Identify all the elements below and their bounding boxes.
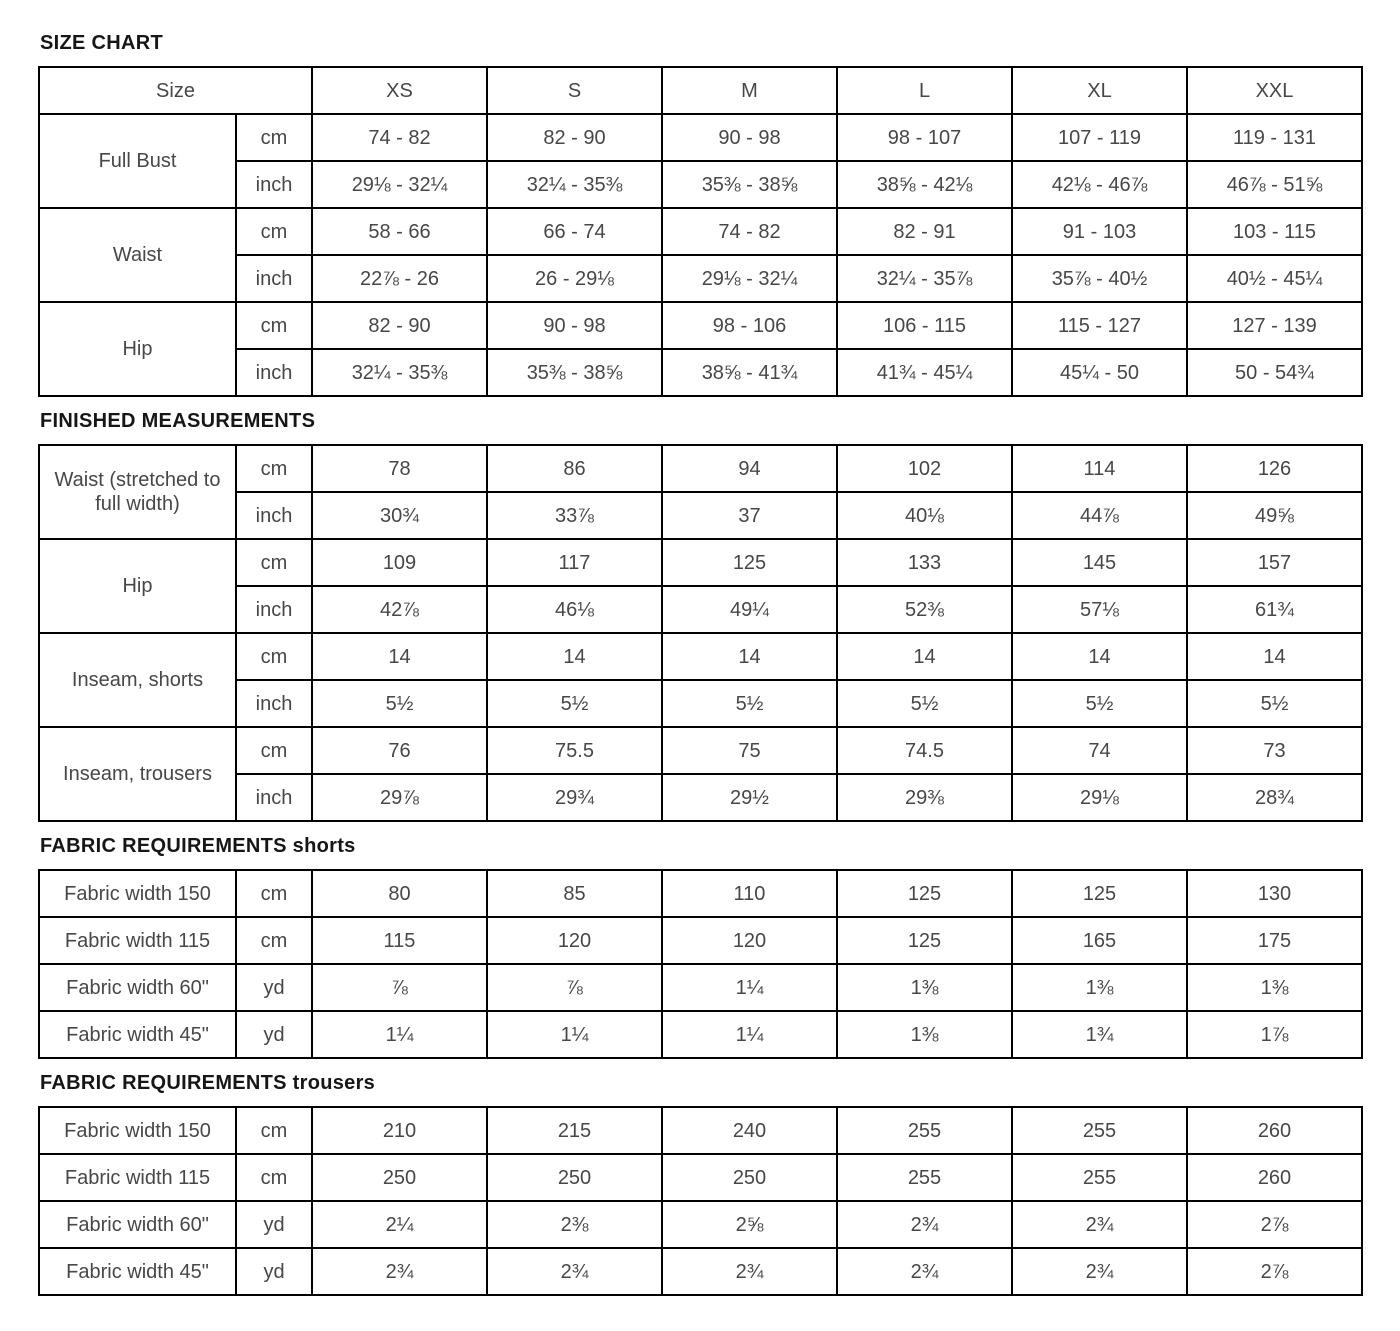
value-cell: 76 xyxy=(312,727,487,774)
value-cell: 130 xyxy=(1187,870,1362,917)
value-cell: 107 - 119 xyxy=(1012,114,1187,161)
value-cell: 5½ xyxy=(837,680,1012,727)
value-cell: 33⅞ xyxy=(487,492,662,539)
value-cell: 29⅜ xyxy=(837,774,1012,821)
value-cell: 50 - 54¾ xyxy=(1187,349,1362,396)
value-cell: 240 xyxy=(662,1107,837,1154)
value-cell: 1⅜ xyxy=(1012,964,1187,1011)
value-cell: 75.5 xyxy=(487,727,662,774)
value-cell: 38⅝ - 42⅛ xyxy=(837,161,1012,208)
value-cell: 5½ xyxy=(1012,680,1187,727)
value-cell: 115 - 127 xyxy=(1012,302,1187,349)
size-column-header: M xyxy=(662,67,837,114)
value-cell: 125 xyxy=(837,917,1012,964)
value-cell: 29¾ xyxy=(487,774,662,821)
value-cell: 73 xyxy=(1187,727,1362,774)
unit-label: yd xyxy=(236,1011,312,1058)
value-cell: 29⅛ - 32¼ xyxy=(312,161,487,208)
value-cell: 125 xyxy=(1012,870,1187,917)
value-cell: 1⅞ xyxy=(1187,1011,1362,1058)
value-cell: 127 - 139 xyxy=(1187,302,1362,349)
size-column-header: L xyxy=(837,67,1012,114)
value-cell: ⅞ xyxy=(487,964,662,1011)
unit-label: inch xyxy=(236,161,312,208)
value-cell: 120 xyxy=(662,917,837,964)
fabric-requirements-shorts-section xyxy=(38,836,1362,1059)
value-cell: 86 xyxy=(487,445,662,492)
finished-measurements-section xyxy=(38,411,1362,822)
measurement-label: Fabric width 60" xyxy=(39,964,236,1011)
size-column-header: S xyxy=(487,67,662,114)
value-cell: 44⅞ xyxy=(1012,492,1187,539)
value-cell: 29⅛ xyxy=(1012,774,1187,821)
value-cell: 1⅜ xyxy=(837,1011,1012,1058)
value-cell: 26 - 29⅛ xyxy=(487,255,662,302)
value-cell: 98 - 107 xyxy=(837,114,1012,161)
value-cell: 57⅛ xyxy=(1012,586,1187,633)
value-cell: 255 xyxy=(1012,1154,1187,1201)
value-cell: 49⅝ xyxy=(1187,492,1362,539)
value-cell: 2¾ xyxy=(487,1248,662,1295)
value-cell: 82 - 90 xyxy=(487,114,662,161)
value-cell: 1⅜ xyxy=(1187,964,1362,1011)
value-cell: 35⅜ - 38⅝ xyxy=(487,349,662,396)
size-column-header: XS xyxy=(312,67,487,114)
value-cell: 250 xyxy=(487,1154,662,1201)
unit-label: cm xyxy=(236,917,312,964)
value-cell: 32¼ - 35⅞ xyxy=(837,255,1012,302)
finished-measurements-heading: FINISHED MEASUREMENTS xyxy=(40,410,316,432)
unit-label: yd xyxy=(236,1201,312,1248)
unit-label: cm xyxy=(236,870,312,917)
value-cell: 28¾ xyxy=(1187,774,1362,821)
value-cell: 42⅞ xyxy=(312,586,487,633)
value-cell: 74 - 82 xyxy=(662,208,837,255)
value-cell: 215 xyxy=(487,1107,662,1154)
unit-label: cm xyxy=(236,539,312,586)
measurement-label: Waist xyxy=(39,208,236,302)
finished-measurements-table xyxy=(38,444,1363,822)
value-cell: 30¾ xyxy=(312,492,487,539)
measurement-label: Fabric width 115 xyxy=(39,1154,236,1201)
value-cell: 157 xyxy=(1187,539,1362,586)
value-cell: 14 xyxy=(312,633,487,680)
value-cell: 1¼ xyxy=(487,1011,662,1058)
value-cell: 74 - 82 xyxy=(312,114,487,161)
value-cell: 1¼ xyxy=(662,964,837,1011)
measurement-label: Inseam, trousers xyxy=(39,727,236,821)
unit-label: inch xyxy=(236,680,312,727)
value-cell: 82 - 90 xyxy=(312,302,487,349)
value-cell: 5½ xyxy=(312,680,487,727)
measurement-label: Fabric width 60" xyxy=(39,1201,236,1248)
value-cell: 35⅜ - 38⅝ xyxy=(662,161,837,208)
value-cell: 2¾ xyxy=(837,1248,1012,1295)
value-cell: 120 xyxy=(487,917,662,964)
value-cell: 1¼ xyxy=(662,1011,837,1058)
fabric-requirements-trousers-section xyxy=(38,1073,1362,1296)
measurement-label: Fabric width 150 xyxy=(39,1107,236,1154)
value-cell: 2⅞ xyxy=(1187,1201,1362,1248)
size-column-header: XL xyxy=(1012,67,1187,114)
value-cell: 14 xyxy=(1012,633,1187,680)
value-cell: 94 xyxy=(662,445,837,492)
value-cell: 110 xyxy=(662,870,837,917)
value-cell: 98 - 106 xyxy=(662,302,837,349)
measurement-label: Fabric width 45" xyxy=(39,1011,236,1058)
value-cell: 165 xyxy=(1012,917,1187,964)
value-cell: 49¼ xyxy=(662,586,837,633)
value-cell: 74.5 xyxy=(837,727,1012,774)
value-cell: 5½ xyxy=(662,680,837,727)
value-cell: 14 xyxy=(662,633,837,680)
value-cell: 58 - 66 xyxy=(312,208,487,255)
value-cell: 14 xyxy=(487,633,662,680)
value-cell: 66 - 74 xyxy=(487,208,662,255)
value-cell: 85 xyxy=(487,870,662,917)
value-cell: 38⅝ - 41¾ xyxy=(662,349,837,396)
value-cell: 91 - 103 xyxy=(1012,208,1187,255)
value-cell: 41¾ - 45¼ xyxy=(837,349,1012,396)
unit-label: cm xyxy=(236,633,312,680)
value-cell: 103 - 115 xyxy=(1187,208,1362,255)
value-cell: 114 xyxy=(1012,445,1187,492)
value-cell: 40½ - 45¼ xyxy=(1187,255,1362,302)
value-cell: 145 xyxy=(1012,539,1187,586)
unit-label: cm xyxy=(236,114,312,161)
unit-label: yd xyxy=(236,1248,312,1295)
value-cell: 2¾ xyxy=(662,1248,837,1295)
fabric-requirements-shorts-heading: FABRIC REQUIREMENTS shorts xyxy=(40,835,356,857)
value-cell: 14 xyxy=(837,633,1012,680)
value-cell: 78 xyxy=(312,445,487,492)
value-cell: 29⅛ - 32¼ xyxy=(662,255,837,302)
unit-label: yd xyxy=(236,964,312,1011)
value-cell: 5½ xyxy=(487,680,662,727)
value-cell: 14 xyxy=(1187,633,1362,680)
fabric-requirements-trousers-heading: FABRIC REQUIREMENTS trousers xyxy=(40,1072,376,1094)
size-column-header: XXL xyxy=(1187,67,1362,114)
value-cell: 46⅞ - 51⅝ xyxy=(1187,161,1362,208)
value-cell: 45¼ - 50 xyxy=(1012,349,1187,396)
measurement-label: Hip xyxy=(39,539,236,633)
value-cell: 42⅛ - 46⅞ xyxy=(1012,161,1187,208)
measurement-label: Waist (stretched to full width) xyxy=(39,445,236,539)
value-cell: 250 xyxy=(662,1154,837,1201)
value-cell: 119 - 131 xyxy=(1187,114,1362,161)
value-cell: 32¼ - 35⅜ xyxy=(487,161,662,208)
unit-label: inch xyxy=(236,586,312,633)
value-cell: 106 - 115 xyxy=(837,302,1012,349)
unit-label: inch xyxy=(236,492,312,539)
value-cell: 2⅝ xyxy=(662,1201,837,1248)
value-cell: 1¼ xyxy=(312,1011,487,1058)
value-cell: 52⅜ xyxy=(837,586,1012,633)
value-cell: 260 xyxy=(1187,1154,1362,1201)
unit-label: cm xyxy=(236,1154,312,1201)
unit-label: cm xyxy=(236,445,312,492)
measurement-label: Hip xyxy=(39,302,236,396)
unit-label: inch xyxy=(236,255,312,302)
value-cell: 125 xyxy=(837,870,1012,917)
value-cell: 2¾ xyxy=(1012,1201,1187,1248)
value-cell: 46⅛ xyxy=(487,586,662,633)
value-cell: 75 xyxy=(662,727,837,774)
measurement-label: Fabric width 115 xyxy=(39,917,236,964)
size-chart-section xyxy=(38,33,1362,397)
fabric-requirements-trousers-table xyxy=(38,1106,1363,1296)
value-cell: 37 xyxy=(662,492,837,539)
value-cell: 1⅜ xyxy=(837,964,1012,1011)
size-header-label: Size xyxy=(39,67,312,114)
fabric-requirements-shorts-table xyxy=(38,869,1363,1059)
value-cell: 35⅞ - 40½ xyxy=(1012,255,1187,302)
value-cell: 255 xyxy=(837,1107,1012,1154)
value-cell: 80 xyxy=(312,870,487,917)
size-chart-table xyxy=(38,66,1363,397)
value-cell: ⅞ xyxy=(312,964,487,1011)
value-cell: 102 xyxy=(837,445,1012,492)
value-cell: 29½ xyxy=(662,774,837,821)
value-cell: 74 xyxy=(1012,727,1187,774)
measurement-label: Fabric width 150 xyxy=(39,870,236,917)
measurement-label: Full Bust xyxy=(39,114,236,208)
value-cell: 2⅞ xyxy=(1187,1248,1362,1295)
value-cell: 5½ xyxy=(1187,680,1362,727)
value-cell: 61¾ xyxy=(1187,586,1362,633)
value-cell: 109 xyxy=(312,539,487,586)
value-cell: 82 - 91 xyxy=(837,208,1012,255)
value-cell: 250 xyxy=(312,1154,487,1201)
value-cell: 90 - 98 xyxy=(487,302,662,349)
value-cell: 22⅞ - 26 xyxy=(312,255,487,302)
value-cell: 29⅞ xyxy=(312,774,487,821)
value-cell: 40⅛ xyxy=(837,492,1012,539)
value-cell: 125 xyxy=(662,539,837,586)
value-cell: 115 xyxy=(312,917,487,964)
value-cell: 2¾ xyxy=(1012,1248,1187,1295)
size-chart-heading: SIZE CHART xyxy=(40,32,163,54)
value-cell: 2¾ xyxy=(312,1248,487,1295)
value-cell: 32¼ - 35⅜ xyxy=(312,349,487,396)
measurement-label: Fabric width 45" xyxy=(39,1248,236,1295)
value-cell: 133 xyxy=(837,539,1012,586)
measurement-label: Inseam, shorts xyxy=(39,633,236,727)
unit-label: cm xyxy=(236,302,312,349)
value-cell: 1¾ xyxy=(1012,1011,1187,1058)
unit-label: inch xyxy=(236,349,312,396)
value-cell: 2¼ xyxy=(312,1201,487,1248)
unit-label: cm xyxy=(236,1107,312,1154)
value-cell: 117 xyxy=(487,539,662,586)
value-cell: 175 xyxy=(1187,917,1362,964)
value-cell: 126 xyxy=(1187,445,1362,492)
value-cell: 210 xyxy=(312,1107,487,1154)
unit-label: cm xyxy=(236,208,312,255)
value-cell: 90 - 98 xyxy=(662,114,837,161)
value-cell: 255 xyxy=(837,1154,1012,1201)
value-cell: 255 xyxy=(1012,1107,1187,1154)
unit-label: cm xyxy=(236,727,312,774)
value-cell: 2⅜ xyxy=(487,1201,662,1248)
value-cell: 2¾ xyxy=(837,1201,1012,1248)
unit-label: inch xyxy=(236,774,312,821)
value-cell: 260 xyxy=(1187,1107,1362,1154)
